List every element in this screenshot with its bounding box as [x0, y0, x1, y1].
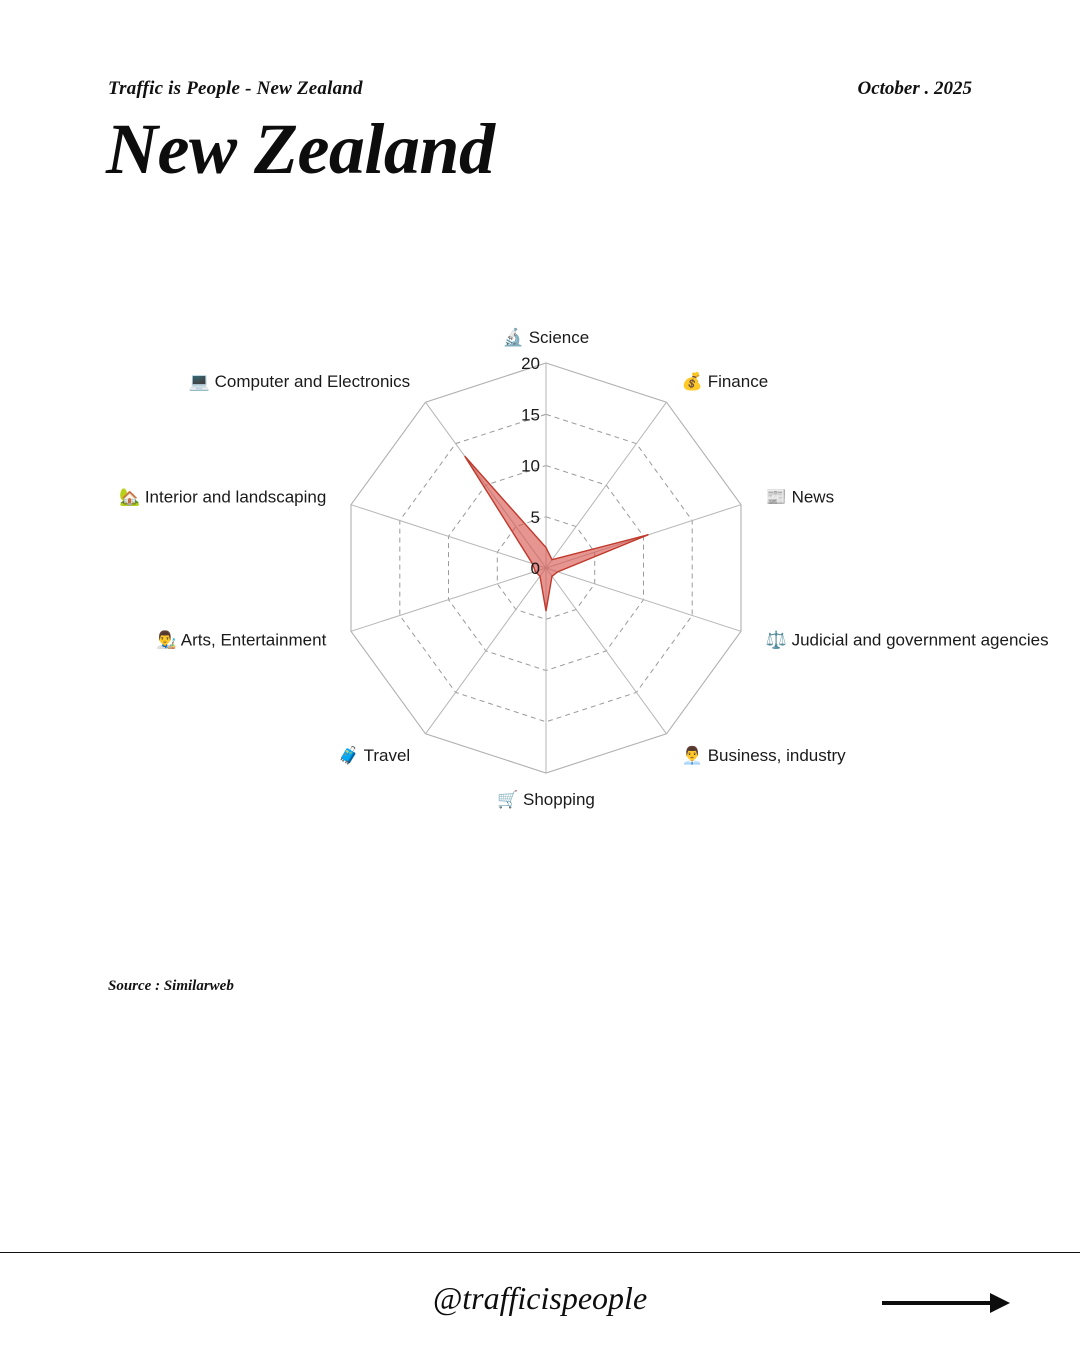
svg-text:⚖️ Judicial and government age — [766, 629, 1049, 649]
radial-tick-label: 15 — [521, 405, 540, 425]
radar-spoke — [546, 568, 741, 631]
radar-axis-label-text: Business, industry — [707, 745, 846, 765]
header-row — [108, 78, 972, 100]
svg-text:🔬 Science — [503, 327, 589, 347]
radar-axis-label-text: Interior and landscaping — [144, 487, 327, 507]
date-text: October . 2025 — [857, 78, 972, 99]
svg-text:🧳 Travel — [338, 745, 410, 765]
radar-axis-label — [156, 629, 327, 649]
radar-axis-label-text: Arts, Entertainment — [180, 630, 327, 650]
source-note: Source : Similarweb — [108, 978, 234, 994]
radar-axis-label-text: Shopping — [523, 790, 595, 809]
radar-axis-label-text: Travel — [363, 745, 411, 765]
shopping-cart-icon: 🛒 — [497, 790, 524, 809]
radar-axis-label — [503, 327, 589, 347]
radar-axis-label — [766, 629, 1049, 649]
svg-text:📰 News — [766, 488, 834, 507]
svg-text:👨‍💼 Business, industry — [682, 745, 846, 765]
radar-axis-label — [497, 789, 595, 809]
radar-spoke — [546, 402, 667, 568]
radial-tick-label: 10 — [521, 456, 540, 476]
radar-axis-label-text: Finance — [707, 372, 769, 392]
radar-axis-label — [119, 488, 326, 507]
radar-spoke — [351, 568, 546, 631]
radial-tick-label: 0 — [530, 559, 540, 578]
radar-axis-label-text: Judicial and government agencies — [791, 630, 1049, 650]
plant-garden-icon: 🏡 — [118, 487, 145, 507]
svg-text:💻 Computer and Electronics — [189, 372, 410, 391]
radar-axis-label — [682, 745, 846, 765]
laptop-icon: 💻 — [188, 372, 215, 392]
office-worker-icon: 👨‍💼 — [681, 745, 708, 765]
radar-axis-label-text: Science — [528, 328, 590, 347]
balance-scale-icon: ⚖️ — [765, 630, 792, 650]
svg-text:🛒 Shopping — [497, 789, 595, 809]
artist-icon: 👨‍🎨 — [155, 630, 181, 650]
social-handle: @trafficispeople — [432, 1280, 648, 1316]
radar-spoke — [426, 568, 547, 734]
svg-text:🏡 Interior and landscaping — [119, 488, 326, 507]
svg-text:👨‍🎨 Arts, Entertainment — [156, 629, 327, 649]
radar-axis-label — [338, 745, 410, 765]
radar-axis-label — [766, 488, 834, 507]
money-bag-icon: 💰 — [681, 372, 708, 392]
radar-axis-label — [682, 371, 768, 392]
arrow-right-icon — [880, 1288, 1010, 1318]
luggage-icon: 🧳 — [337, 745, 364, 765]
svg-text:💰 Finance — [682, 371, 768, 392]
radar-chart-svg — [0, 255, 1080, 875]
radial-tick-label: 20 — [521, 354, 540, 373]
microscope-icon: 🔬 — [502, 328, 529, 347]
radar-chart — [0, 255, 1080, 875]
page-title: New Zealand — [106, 109, 495, 189]
newspaper-icon: 📰 — [765, 487, 792, 507]
radar-axis-label — [189, 372, 410, 391]
radar-axis-label-text: News — [791, 487, 835, 507]
radar-series-area — [465, 456, 649, 611]
radial-tick-label: 5 — [530, 507, 540, 527]
kicker-text: Traffic is People - New Zealand — [108, 78, 363, 99]
radar-axis-label-text: Computer and Electronics — [214, 372, 411, 392]
footer-divider — [0, 1252, 1080, 1253]
radar-spoke — [546, 568, 667, 734]
